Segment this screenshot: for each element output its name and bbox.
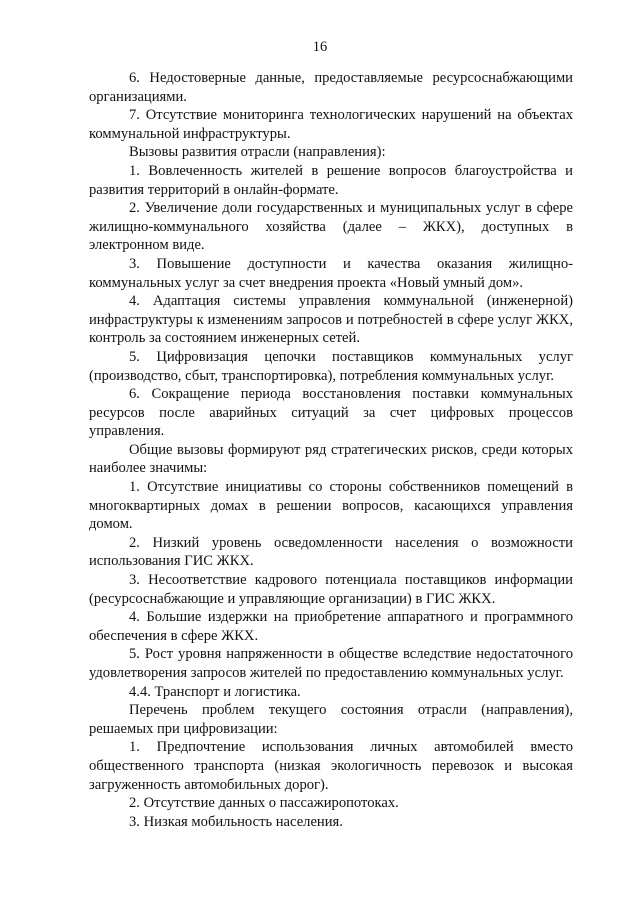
paragraph: 3. Несоответствие кадрового потенциала поставщиков информации (ресурсоснабжающие и управляющие организации) в ГИС ЖКХ.: [89, 572, 573, 607]
paragraph: 3. Низкая мобильность населения.: [129, 813, 343, 830]
paragraph: 5. Цифровизация цепочки поставщиков коммунальных услуг (производство, сбыт, транспортировка), потребления коммунальных услуг.: [89, 348, 573, 384]
paragraph: 3. Повышение доступности и качества оказания жилищно-коммунальных услуг за счет внедрения проекта «Новый умный дом».: [89, 255, 573, 291]
page-number: 16: [312, 39, 328, 55]
section-heading: 4.4. Транспорт и логистика.: [129, 683, 301, 700]
paragraph: 4. Адаптация системы управления коммунальной (инженерной) инфраструктуры к изменениям запросов и потребностей в сфере услуг ЖКХ, контроль за состоянием инженерных сетей.: [89, 293, 573, 347]
paragraph: 1. Предпочтение использования личных автомобилей вместо общественного транспорта (низкая экологичность перевозок и высокая загруженность автомобильных дорог).: [89, 739, 573, 793]
paragraph: 7. Отсутствие мониторинга технологических нарушений на объектах коммунальной инфраструктуры.: [89, 107, 573, 142]
paragraph: 6. Недостоверные данные, предоставляемые ресурсоснабжающими организациями.: [89, 70, 573, 105]
paragraph: Перечень проблем текущего состояния отрасли (направления), решаемых при цифровизации:: [89, 702, 573, 737]
paragraph: Вызовы развития отрасли (направления):: [129, 144, 386, 161]
paragraph: Общие вызовы формируют ряд стратегических рисков, среди которых наиболее значимы:: [89, 441, 573, 477]
paragraph: 4. Большие издержки на приобретение аппаратного и программного обеспечения в сфере ЖКХ.: [89, 609, 573, 644]
paragraph: 2. Увеличение доли государственных и муниципальных услуг в сфере жилищно-коммунального хозяйства (далее – ЖКХ), доступных в электронном виде.: [89, 200, 573, 254]
paragraph: 1. Отсутствие инициативы со стороны собственников помещений в многоквартирных домах в решении вопросов, касающихся управления домом.: [89, 479, 573, 533]
paragraph: 6. Сокращение периода восстановления поставки коммунальных ресурсов после аварийных ситуаций за счет цифровых процессов управления.: [89, 386, 573, 440]
document-body: [89, 69, 573, 831]
paragraph: 1. Вовлеченность жителей в решение вопросов благоустройства и развития территорий в онлайн-формате.: [89, 162, 573, 198]
paragraph: 5. Рост уровня напряженности в обществе вследствие недостаточного удовлетворения запросов жителей по предоставлению коммунальных услуг.: [89, 646, 573, 681]
paragraph: 2. Отсутствие данных о пассажиропотоках.: [129, 795, 399, 812]
paragraph: 2. Низкий уровень осведомленности населения о возможности использования ГИС ЖКХ.: [89, 534, 573, 570]
